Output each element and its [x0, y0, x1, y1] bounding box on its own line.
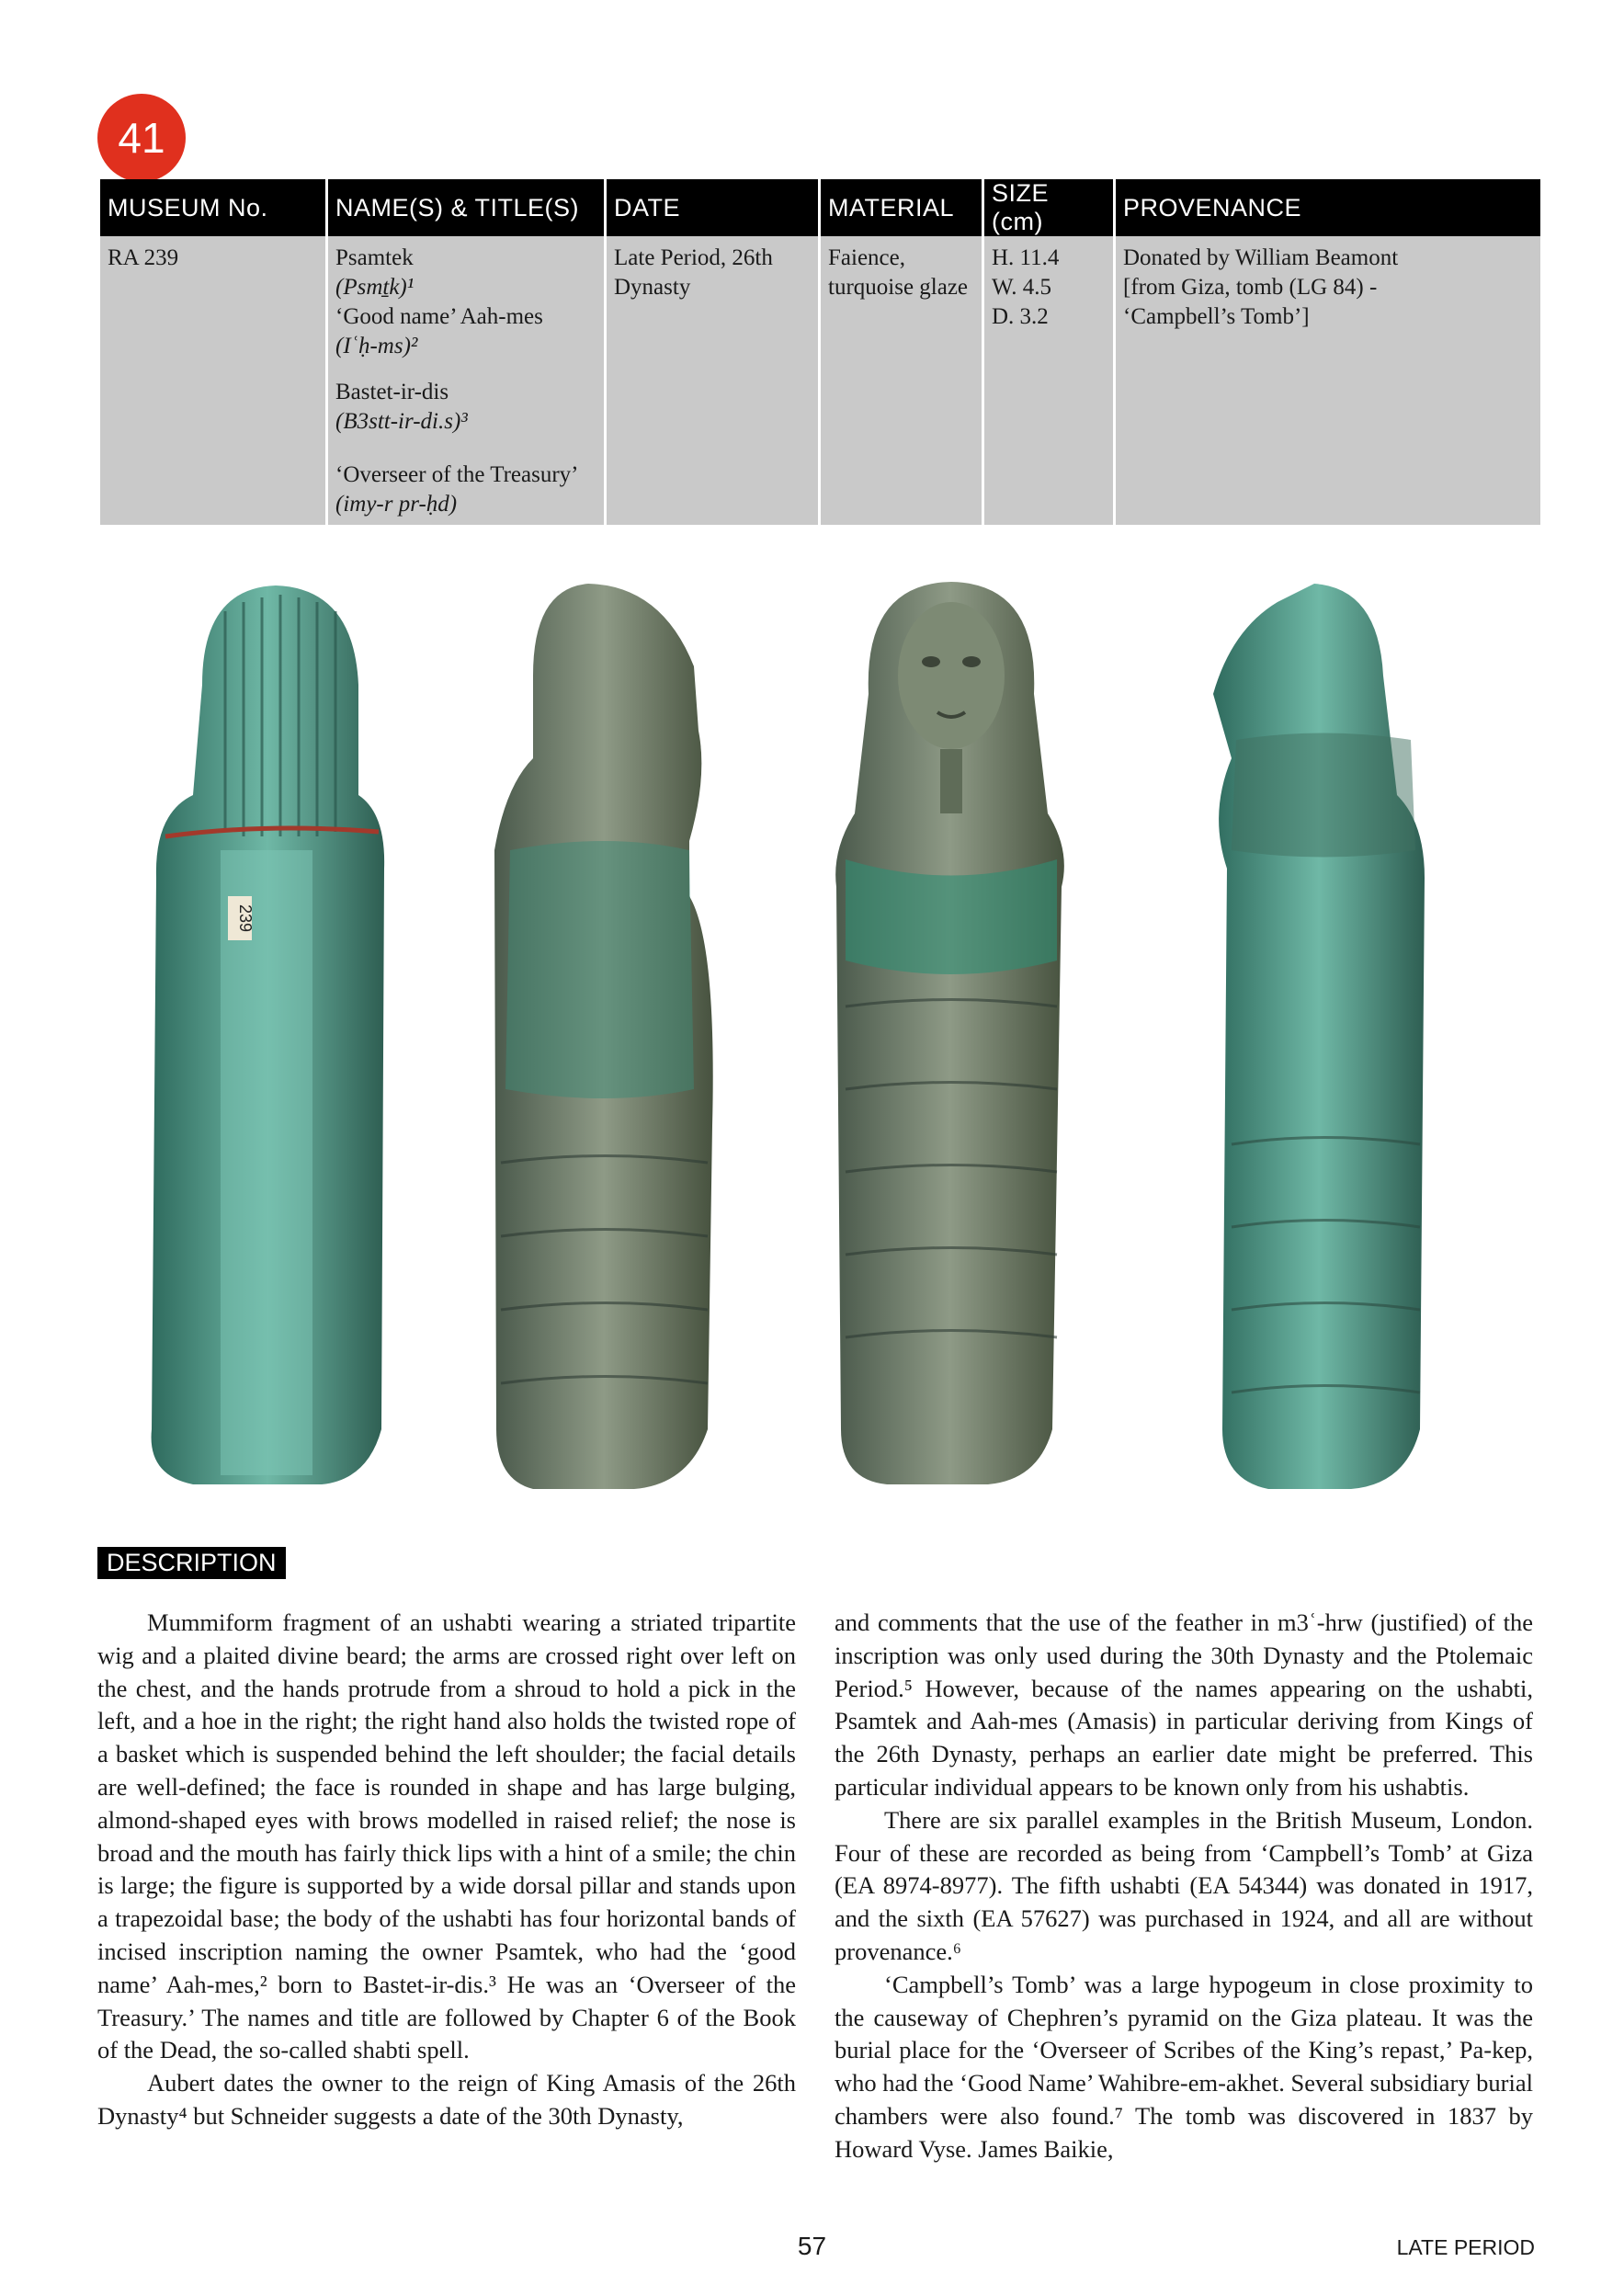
- spacer: [335, 361, 596, 378]
- description-paragraph: ‘Campbell’s Tomb’ was a large hypogeum in close proximity to the causeway of Chephren’s pyramid on the Giza plateau. It was the burial place for the ‘Overseer of Scribes of the King’s repast,’ Pa-kep, who had the ‘Good Name’ Wahibre-em-akhet. Several subsidiary burial chambers were also found.⁷ The tomb was discovered in 1837 by Howard Vyse. James Baikie,: [835, 1970, 1533, 2163]
- name-line: Bastet-ir-dis: [335, 380, 449, 404]
- label-tag-number: 239: [236, 904, 255, 933]
- section-footer: LATE PERIOD: [1396, 2235, 1535, 2259]
- provenance-line: [from Giza, tomb (LG 84) -: [1123, 275, 1378, 300]
- date-line: Late Period, 26th: [614, 245, 773, 270]
- description-paragraph: Mummiform fragment of an ushabti wearing a striated tripartite wig and a plaited divine beard; the arms are crossed right over left on the chest, and the hands protrude from a shroud to hold a pick in the left, and a hoe in the right; the right hand also holds the twisted rope of a basket which is suspended behind the left shoulder; the facial details are well-defined; the face is rounded in shape and has large bulging, almond-shaped eyes with brows modelled in raised relief; the nose is broad and the mouth has fairly thick lips with a hint of a smile; the chin is large; the figure is supported by a wide dorsal pillar and stands upon a trapezoidal base; the body of the ushabti has four horizontal bands of incised inscription naming the owner Psamtek, who had the ‘good name’ Aah-mes,² born to Bastet-ir-dis.³ He was an ‘Overseer of the Treasury.’ The names and title are followed by Chapter 6 of the Book of the Dead, the so-called shabti spell.: [97, 1608, 796, 2064]
- header-date: DATE: [607, 179, 818, 236]
- table-row: [100, 236, 1540, 525]
- header-museum-no: MUSEUM No.: [100, 179, 325, 236]
- name-line: (Iʿḥ-ms)²: [335, 334, 418, 358]
- ushabti-photo-views: [138, 574, 1516, 1494]
- date-line: Dynasty: [614, 275, 691, 300]
- title-line: ‘Overseer of the Treasury’: [335, 462, 579, 487]
- catalog-table: [97, 179, 1543, 525]
- description-heading: DESCRIPTION: [97, 1547, 286, 1579]
- ushabti-profile-view: [494, 584, 713, 1489]
- provenance-line: Donated by William Beamont: [1123, 245, 1399, 270]
- header-names: NAME(S) & TITLE(S): [328, 179, 604, 236]
- ushabti-back-view: [152, 585, 385, 1484]
- ushabti-left-profile-view: [1213, 584, 1425, 1489]
- name-line: Psamtek: [335, 245, 414, 270]
- header-provenance: PROVENANCE: [1116, 179, 1540, 236]
- description-right-column: [835, 1607, 1533, 2166]
- header-material: MATERIAL: [821, 179, 982, 236]
- page-number: 57: [797, 2232, 827, 2260]
- spacer: [335, 437, 596, 460]
- material-line: Faience,: [828, 245, 905, 270]
- name-line: ‘Good name’ Aah-mes: [335, 304, 543, 329]
- table-header-row: [100, 179, 1540, 236]
- cell-names: [328, 236, 604, 525]
- description-paragraph: There are six parallel examples in the British Museum, London. Four of these are recorded as being from ‘Campbell’s Tomb’ at Giza (EA 8974-8977). The fifth ushabti (EA 54344) was donated in 1917, and the sixth (EA 57627) was purchased in 1924, and all are without provenance.⁶: [835, 1805, 1533, 1965]
- cell-material: [821, 236, 982, 525]
- cell-size: [984, 236, 1113, 525]
- museum-no-value: RA 239: [108, 245, 179, 270]
- cell-date: [607, 236, 818, 525]
- name-line: (B3stt-ir-di.s)³: [335, 409, 468, 434]
- title-line: (imy-r pr-ḥd): [335, 492, 458, 517]
- provenance-line: ‘Campbell’s Tomb’]: [1123, 304, 1310, 329]
- cell-museum-no: [100, 236, 325, 525]
- ushabti-front-view: [835, 582, 1064, 1484]
- material-line: turquoise glaze: [828, 275, 969, 300]
- catalog-number-badge: 41: [97, 94, 186, 182]
- description-paragraph: Aubert dates the owner to the reign of King Amasis of the 26th Dynasty⁴ but Schneider suggests a date of the 30th Dynasty,: [97, 2069, 796, 2130]
- size-line: W. 4.5: [992, 275, 1052, 300]
- size-line: H. 11.4: [992, 245, 1060, 270]
- cell-provenance: [1116, 236, 1540, 525]
- description-left-column: [97, 1607, 796, 2133]
- header-size: SIZE (cm): [984, 179, 1113, 236]
- name-line: (Psmṯk)¹: [335, 275, 415, 300]
- description-paragraph: and comments that the use of the feather in m3ʿ-hrw (justified) of the inscription was only used during the 30th Dynasty and the Ptolemaic Period.⁵ However, because of the names appearing on the ushabti, Psamtek and Aah-mes (Amasis) in particular deriving from Kings of the 26th Dynasty, perhaps an earlier date might be preferred. This particular individual appears to be known only from his ushabtis.: [835, 1608, 1533, 1801]
- size-line: D. 3.2: [992, 304, 1049, 329]
